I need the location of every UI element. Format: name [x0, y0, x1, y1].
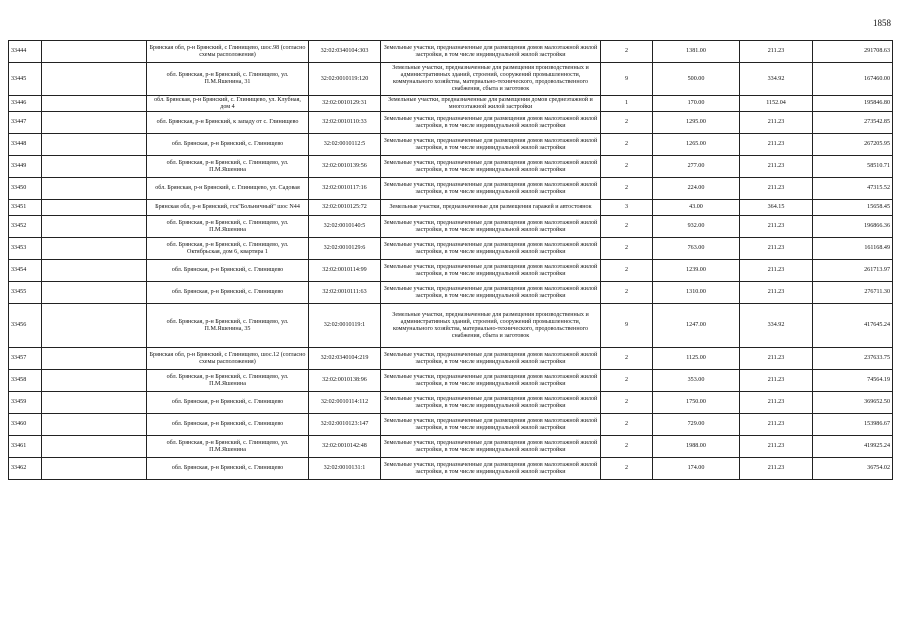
cadastral-value-cell: 196866.36: [813, 216, 893, 238]
cadastral-value-cell: 161168.49: [813, 238, 893, 260]
land-use-cell: Земельные участки, предназначенные для размещения домов среднеэтажной и многоэтажной жилой застройки: [381, 96, 601, 112]
land-use-cell: Земельные участки, предназначенные для размещения домов малоэтажной жилой застройки, в том числе индивидуальной жилой застройки: [381, 178, 601, 200]
area-cell: 500.00: [653, 63, 740, 96]
area-cell: 763.00: [653, 238, 740, 260]
use-group-cell: 2: [601, 134, 653, 156]
specific-value-cell: 211.23: [740, 216, 813, 238]
cadastral-value-cell: 15658.45: [813, 200, 893, 216]
row-number: 33451: [9, 200, 42, 216]
use-group-cell: 2: [601, 414, 653, 436]
row-number: 33454: [9, 260, 42, 282]
land-use-cell: Земельные участки, предназначенные для размещения домов малоэтажной жилой застройки, в том числе индивидуальной жилой застройки: [381, 134, 601, 156]
use-group-cell: 2: [601, 436, 653, 458]
specific-value-cell: 211.23: [740, 414, 813, 436]
cadastral-value-cell: 261713.97: [813, 260, 893, 282]
cadastral-value-cell: 74564.19: [813, 370, 893, 392]
use-group-cell: 2: [601, 348, 653, 370]
use-group-cell: 2: [601, 260, 653, 282]
use-group-cell: 9: [601, 304, 653, 348]
table-row: [9, 200, 893, 216]
specific-value-cell: 211.23: [740, 282, 813, 304]
cadastral-value-cell: 419925.24: [813, 436, 893, 458]
land-use-cell: Земельные участки, предназначенные для размещения домов малоэтажной жилой застройки, в том числе индивидуальной жилой застройки: [381, 112, 601, 134]
empty-cell: [42, 112, 147, 134]
page-number: 1858: [873, 18, 891, 28]
address-cell: обл. Брянская, р-н Брянский, с. Глинищево, ул. П.М.Яшенина: [147, 436, 309, 458]
address-cell: обл. Брянская, р-н Брянский, с. Глинищево, ул. П.М.Яшенина, 35: [147, 304, 309, 348]
address-cell: обл. Брянская, р-н Брянский, с. Глинищево, ул. Садовая: [147, 178, 309, 200]
land-use-cell: Земельные участки, предназначенные для размещения домов малоэтажной жилой застройки, в том числе индивидуальной жилой застройки: [381, 41, 601, 63]
empty-cell: [42, 134, 147, 156]
cadastral-number-cell: 32:02:0010131:1: [309, 458, 381, 480]
cadastral-value-cell: 153986.67: [813, 414, 893, 436]
use-group-cell: 2: [601, 216, 653, 238]
address-cell: обл. Брянская, р-н Брянский, с. Глинищево, ул. П.М.Яшенина, 31: [147, 63, 309, 96]
cadastral-number-cell: 32:02:0010125:72: [309, 200, 381, 216]
cadastral-number-cell: 32:02:0010129:31: [309, 96, 381, 112]
use-group-cell: 2: [601, 178, 653, 200]
area-cell: 1125.00: [653, 348, 740, 370]
cadastral-value-cell: 267205.95: [813, 134, 893, 156]
row-number: 33448: [9, 134, 42, 156]
cadastral-value-cell: 291708.63: [813, 41, 893, 63]
table-row: [9, 41, 893, 63]
empty-cell: [42, 370, 147, 392]
specific-value-cell: 211.23: [740, 238, 813, 260]
address-cell: Брянская обл, р-н Брянский, гск"Больничный" шос N44: [147, 200, 309, 216]
area-cell: 1310.00: [653, 282, 740, 304]
address-cell: обл. Брянская, р-н Брянский, с. Глинищево, ул. П.М.Яшенина: [147, 156, 309, 178]
address-cell: Брянская обл, р-н Брянский, с Глинищево, шос.12 (согласно схемы расположения): [147, 348, 309, 370]
empty-cell: [42, 41, 147, 63]
cadastral-number-cell: 32:02:0010140:5: [309, 216, 381, 238]
empty-cell: [42, 156, 147, 178]
land-use-cell: Земельные участки, предназначенные для размещения домов малоэтажной жилой застройки, в том числе индивидуальной жилой застройки: [381, 282, 601, 304]
address-cell: обл. Брянская, р-н Брянский, с. Глинищево, ул. П.М.Яшенина: [147, 370, 309, 392]
cadastral-number-cell: 32:02:0010112:5: [309, 134, 381, 156]
use-group-cell: 2: [601, 282, 653, 304]
empty-cell: [42, 260, 147, 282]
land-use-cell: Земельные участки, предназначенные для размещения домов малоэтажной жилой застройки, в том числе индивидуальной жилой застройки: [381, 458, 601, 480]
table-row: [9, 260, 893, 282]
cadastral-number-cell: 32:02:0010117:16: [309, 178, 381, 200]
area-cell: 277.00: [653, 156, 740, 178]
specific-value-cell: 211.23: [740, 436, 813, 458]
cadastral-value-cell: 47315.52: [813, 178, 893, 200]
cadastral-value-cell: 167460.00: [813, 63, 893, 96]
specific-value-cell: 211.23: [740, 178, 813, 200]
specific-value-cell: 1152.04: [740, 96, 813, 112]
cadastral-value-table: [8, 40, 893, 480]
empty-cell: [42, 282, 147, 304]
use-group-cell: 9: [601, 63, 653, 96]
area-cell: 224.00: [653, 178, 740, 200]
row-number: 33455: [9, 282, 42, 304]
land-use-cell: Земельные участки, предназначенные для размещения домов малоэтажной жилой застройки, в том числе индивидуальной жилой застройки: [381, 370, 601, 392]
empty-cell: [42, 178, 147, 200]
use-group-cell: 2: [601, 41, 653, 63]
specific-value-cell: 211.23: [740, 348, 813, 370]
table-row: [9, 370, 893, 392]
land-use-cell: Земельные участки, предназначенные для размещения домов малоэтажной жилой застройки, в том числе индивидуальной жилой застройки: [381, 348, 601, 370]
specific-value-cell: 364.15: [740, 200, 813, 216]
empty-cell: [42, 200, 147, 216]
area-cell: 1988.00: [653, 436, 740, 458]
cadastral-value-cell: 276711.30: [813, 282, 893, 304]
row-number: 33444: [9, 41, 42, 63]
area-cell: 174.00: [653, 458, 740, 480]
row-number: 33450: [9, 178, 42, 200]
row-number: 33458: [9, 370, 42, 392]
specific-value-cell: 211.23: [740, 134, 813, 156]
row-number: 33446: [9, 96, 42, 112]
area-cell: 932.00: [653, 216, 740, 238]
table-row: [9, 392, 893, 414]
empty-cell: [42, 348, 147, 370]
row-number: 33457: [9, 348, 42, 370]
address-cell: обл. Брянская, р-н Брянский, с. Глинищево: [147, 414, 309, 436]
table-row: [9, 282, 893, 304]
address-cell: обл. Брянская, р-н Брянский, с. Глинищево, ул. Клубная, дом 4: [147, 96, 309, 112]
empty-cell: [42, 96, 147, 112]
land-use-cell: Земельные участки, предназначенные для размещения производственных и административных зданий, строений, сооружений промышленности, коммунального хозяйства, материально-технического, продовольственного снабжения, сбыта и заготовок: [381, 304, 601, 348]
table-row: [9, 216, 893, 238]
land-use-cell: Земельные участки, предназначенные для размещения домов малоэтажной жилой застройки, в том числе индивидуальной жилой застройки: [381, 260, 601, 282]
cadastral-value-cell: 273542.85: [813, 112, 893, 134]
use-group-cell: 2: [601, 458, 653, 480]
empty-cell: [42, 436, 147, 458]
use-group-cell: 2: [601, 238, 653, 260]
row-number: 33460: [9, 414, 42, 436]
specific-value-cell: 211.23: [740, 41, 813, 63]
cadastral-number-cell: 32:02:0010119:1: [309, 304, 381, 348]
table-row: [9, 414, 893, 436]
empty-cell: [42, 63, 147, 96]
cadastral-number-cell: 32:02:0340104:303: [309, 41, 381, 63]
table-row: [9, 436, 893, 458]
land-use-cell: Земельные участки, предназначенные для размещения домов малоэтажной жилой застройки, в том числе индивидуальной жилой застройки: [381, 216, 601, 238]
land-use-cell: Земельные участки, предназначенные для размещения гаражей и автостоянок: [381, 200, 601, 216]
use-group-cell: 2: [601, 370, 653, 392]
area-cell: 1295.00: [653, 112, 740, 134]
address-cell: обл. Брянская, р-н Брянский, с. Глинищево: [147, 260, 309, 282]
land-use-cell: Земельные участки, предназначенные для размещения домов малоэтажной жилой застройки, в том числе индивидуальной жилой застройки: [381, 238, 601, 260]
table-row: [9, 304, 893, 348]
cadastral-number-cell: 32:02:0010119:120: [309, 63, 381, 96]
cadastral-number-cell: 32:02:0010129:6: [309, 238, 381, 260]
area-cell: 1750.00: [653, 392, 740, 414]
area-cell: 1265.00: [653, 134, 740, 156]
table-row: [9, 96, 893, 112]
cadastral-number-cell: 32:02:0010142:48: [309, 436, 381, 458]
cadastral-number-cell: 32:02:0010139:56: [309, 156, 381, 178]
table-row: [9, 238, 893, 260]
cadastral-number-cell: 32:02:0010114:112: [309, 392, 381, 414]
specific-value-cell: 211.23: [740, 156, 813, 178]
area-cell: 1381.00: [653, 41, 740, 63]
use-group-cell: 2: [601, 392, 653, 414]
specific-value-cell: 334.92: [740, 304, 813, 348]
land-use-cell: Земельные участки, предназначенные для размещения производственных и административных зданий, строений, сооружений промышленности, коммунального хозяйства, материально-технического, продовольственного снабжения, сбыта и заготовок: [381, 63, 601, 96]
row-number: 33453: [9, 238, 42, 260]
land-use-cell: Земельные участки, предназначенные для размещения домов малоэтажной жилой застройки, в том числе индивидуальной жилой застройки: [381, 436, 601, 458]
table-row: [9, 458, 893, 480]
row-number: 33452: [9, 216, 42, 238]
row-number: 33445: [9, 63, 42, 96]
cadastral-value-cell: 36754.02: [813, 458, 893, 480]
cadastral-number-cell: 32:02:0010110:33: [309, 112, 381, 134]
address-cell: обл. Брянская, р-н Брянский, с. Глинищево: [147, 392, 309, 414]
cadastral-value-cell: 237633.75: [813, 348, 893, 370]
table-row: [9, 178, 893, 200]
cadastral-number-cell: 32:02:0010123:147: [309, 414, 381, 436]
area-cell: 170.00: [653, 96, 740, 112]
cadastral-value-cell: 369652.50: [813, 392, 893, 414]
address-cell: обл. Брянская, р-н Брянский, с. Глинищево, ул. Октябрьская, дом 6, квартира 1: [147, 238, 309, 260]
row-number: 33447: [9, 112, 42, 134]
cadastral-value-cell: 58510.71: [813, 156, 893, 178]
empty-cell: [42, 414, 147, 436]
address-cell: обл. Брянская, р-н Брянский, с. Глинищево: [147, 134, 309, 156]
cadastral-number-cell: 32:02:0340104:219: [309, 348, 381, 370]
address-cell: обл. Брянская, р-н Брянский, к западу от с. Глинищево: [147, 112, 309, 134]
address-cell: обл. Брянская, р-н Брянский, с. Глинищево: [147, 458, 309, 480]
table-row: [9, 112, 893, 134]
land-use-cell: Земельные участки, предназначенные для размещения домов малоэтажной жилой застройки, в том числе индивидуальной жилой застройки: [381, 392, 601, 414]
table-row: [9, 63, 893, 96]
table-row: [9, 156, 893, 178]
empty-cell: [42, 392, 147, 414]
row-number: 33449: [9, 156, 42, 178]
cadastral-number-cell: 32:02:0010114:99: [309, 260, 381, 282]
use-group-cell: 2: [601, 156, 653, 178]
specific-value-cell: 211.23: [740, 392, 813, 414]
land-use-cell: Земельные участки, предназначенные для размещения домов малоэтажной жилой застройки, в том числе индивидуальной жилой застройки: [381, 414, 601, 436]
row-number: 33456: [9, 304, 42, 348]
address-cell: обл. Брянская, р-н Брянский, с. Глинищево: [147, 282, 309, 304]
table-row: [9, 348, 893, 370]
specific-value-cell: 334.92: [740, 63, 813, 96]
row-number: 33462: [9, 458, 42, 480]
area-cell: 43.00: [653, 200, 740, 216]
specific-value-cell: 211.23: [740, 370, 813, 392]
area-cell: 353.00: [653, 370, 740, 392]
cadastral-number-cell: 32:02:0010138:96: [309, 370, 381, 392]
use-group-cell: 1: [601, 96, 653, 112]
empty-cell: [42, 304, 147, 348]
row-number: 33461: [9, 436, 42, 458]
cadastral-value-cell: 195846.80: [813, 96, 893, 112]
address-cell: Брянская обл, р-н Брянский, с Глинищево, шос.98 (согласно схемы расположения): [147, 41, 309, 63]
empty-cell: [42, 458, 147, 480]
specific-value-cell: 211.23: [740, 112, 813, 134]
area-cell: 1239.00: [653, 260, 740, 282]
area-cell: 729.00: [653, 414, 740, 436]
specific-value-cell: 211.23: [740, 260, 813, 282]
row-number: 33459: [9, 392, 42, 414]
use-group-cell: 3: [601, 200, 653, 216]
cadastral-number-cell: 32:02:0010111:63: [309, 282, 381, 304]
empty-cell: [42, 238, 147, 260]
area-cell: 1247.00: [653, 304, 740, 348]
use-group-cell: 2: [601, 112, 653, 134]
address-cell: обл. Брянская, р-н Брянский, с. Глинищево, ул. П.М.Яшенина: [147, 216, 309, 238]
empty-cell: [42, 216, 147, 238]
specific-value-cell: 211.23: [740, 458, 813, 480]
land-use-cell: Земельные участки, предназначенные для размещения домов малоэтажной жилой застройки, в том числе индивидуальной жилой застройки: [381, 156, 601, 178]
table-row: [9, 134, 893, 156]
cadastral-value-cell: 417645.24: [813, 304, 893, 348]
